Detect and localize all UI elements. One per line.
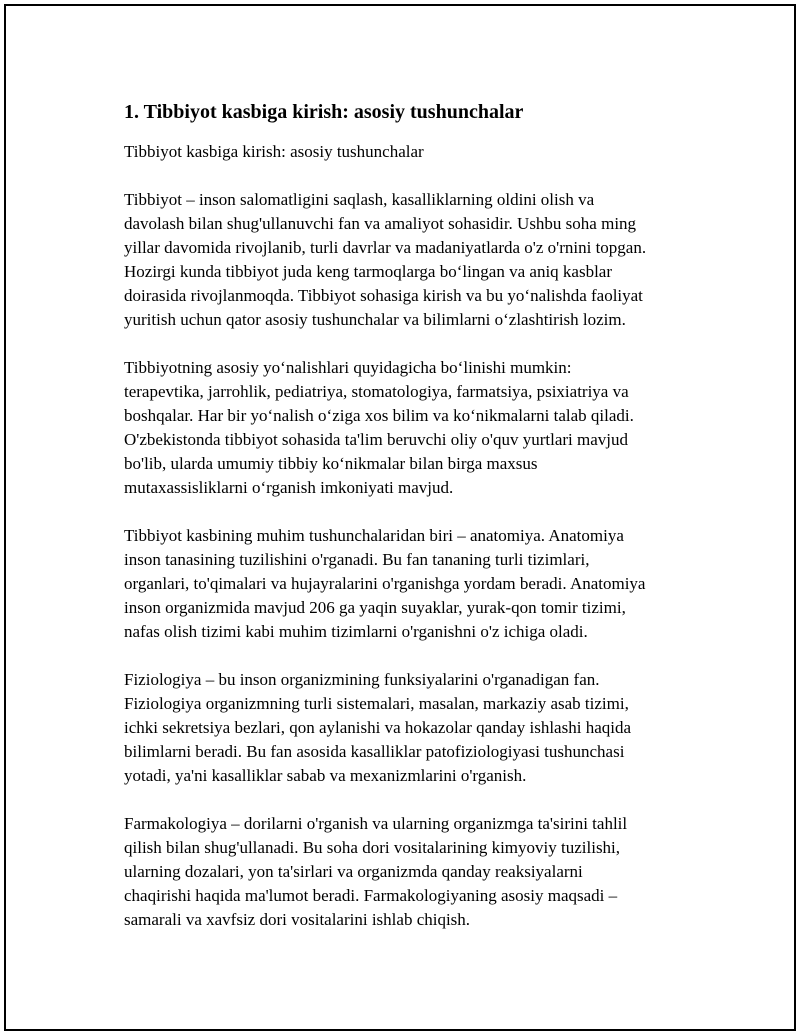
text-line: yuritish uchun qator asosiy tushunchalar va bilimlarni o‘zlashtirish lozim. bbox=[124, 310, 626, 329]
paragraph-directions bbox=[124, 356, 684, 500]
text-line: Fiziologiya organizmning turli sistemalari, masalan, markaziy asab tizimi, bbox=[124, 694, 629, 713]
text-line: qilish bilan shug'ullanadi. Bu soha dori vositalarining kimyoviy tuzilishi, bbox=[124, 838, 621, 857]
text-line: nafas olish tizimi kabi muhim tizimlarni o'rganishni o'z ichiga oladi. bbox=[124, 622, 588, 641]
text-line: Tibbiyotning asosiy yo‘nalishlari quyidagicha bo‘linishi mumkin: bbox=[124, 358, 572, 377]
text-line: doirasida rivojlanmoqda. Tibbiyot sohasiga kirish va bu yo‘nalishda faoliyat bbox=[124, 286, 643, 305]
paragraph-physiology bbox=[124, 668, 684, 788]
text-line: Tibbiyot kasbining muhim tushunchalaridan biri – anatomiya. Anatomiya bbox=[124, 526, 624, 545]
paragraph-pharmacology bbox=[124, 812, 684, 932]
text-line: chaqirishi haqida ma'lumot beradi. Farmakologiyaning asosiy maqsadi – bbox=[124, 886, 618, 905]
text-line: mutaxassisliklarni o‘rganish imkoniyati mavjud. bbox=[124, 478, 454, 497]
text-line: organlari, to'qimalari va hujayralarini o'rganishga yordam beradi. Anatomiya bbox=[124, 574, 646, 593]
page-frame bbox=[4, 4, 796, 1031]
document-body bbox=[124, 100, 684, 956]
text-line: inson organizmida mavjud 206 ga yaqin suyaklar, yurak-qon tomir tizimi, bbox=[124, 598, 626, 617]
text-line: Hozirgi kunda tibbiyot juda keng tarmoqlarga bo‘lingan va aniq kasblar bbox=[124, 262, 613, 281]
section-subtitle: Tibbiyot kasbiga kirish: asosiy tushunchalar bbox=[124, 142, 424, 161]
text-line: Tibbiyot – inson salomatligini saqlash, kasalliklarning oldini olish va bbox=[124, 190, 595, 209]
text-line: bo'lib, ularda umumiy tibbiy ko‘nikmalar bilan birga maxsus bbox=[124, 454, 538, 473]
text-line: yillar davomida rivojlanib, turli davrlar va madaniyatlarda o'z o'rnini topgan. bbox=[124, 238, 647, 257]
text-line: davolash bilan shug'ullanuvchi fan va amaliyot sohasidir. Ushbu soha ming bbox=[124, 214, 637, 233]
section-title: 1. Tibbiyot kasbiga kirish: asosiy tushunchalar bbox=[124, 101, 524, 123]
paragraph-anatomy bbox=[124, 524, 684, 644]
text-line: yotadi, ya'ni kasalliklar sabab va mexanizmlarini o'rganish. bbox=[124, 766, 527, 785]
paragraph-intro bbox=[124, 188, 684, 332]
text-line: ichki sekretsiya bezlari, qon aylanishi va hokazolar qanday ishlashi haqida bbox=[124, 718, 632, 737]
text-line: samarali va xavfsiz dori vositalarini ishlab chiqish. bbox=[124, 910, 471, 929]
text-line: ularning dozalari, yon ta'sirlari va organizmda qanday reaksiyalarni bbox=[124, 862, 583, 881]
text-line: inson tanasining tuzilishini o'rganadi. Bu fan tananing turli tizimlari, bbox=[124, 550, 590, 569]
text-line: bilimlarni beradi. Bu fan asosida kasalliklar patofiziologiyasi tushunchasi bbox=[124, 742, 625, 761]
text-line: terapevtika, jarrohlik, pediatriya, stomatologiya, farmatsiya, psixiatriya va bbox=[124, 382, 629, 401]
text-line: Fiziologiya – bu inson organizmining funksiyalarini o'rganadigan fan. bbox=[124, 670, 600, 689]
text-line: boshqalar. Har bir yo‘nalish o‘ziga xos bilim va ko‘nikmalarni talab qiladi. bbox=[124, 406, 634, 425]
text-line: Farmakologiya – dorilarni o'rganish va ularning organizmga ta'sirini tahlil bbox=[124, 814, 628, 833]
text-line: O'zbekistonda tibbiyot sohasida ta'lim beruvchi oliy o'quv yurtlari mavjud bbox=[124, 430, 628, 449]
